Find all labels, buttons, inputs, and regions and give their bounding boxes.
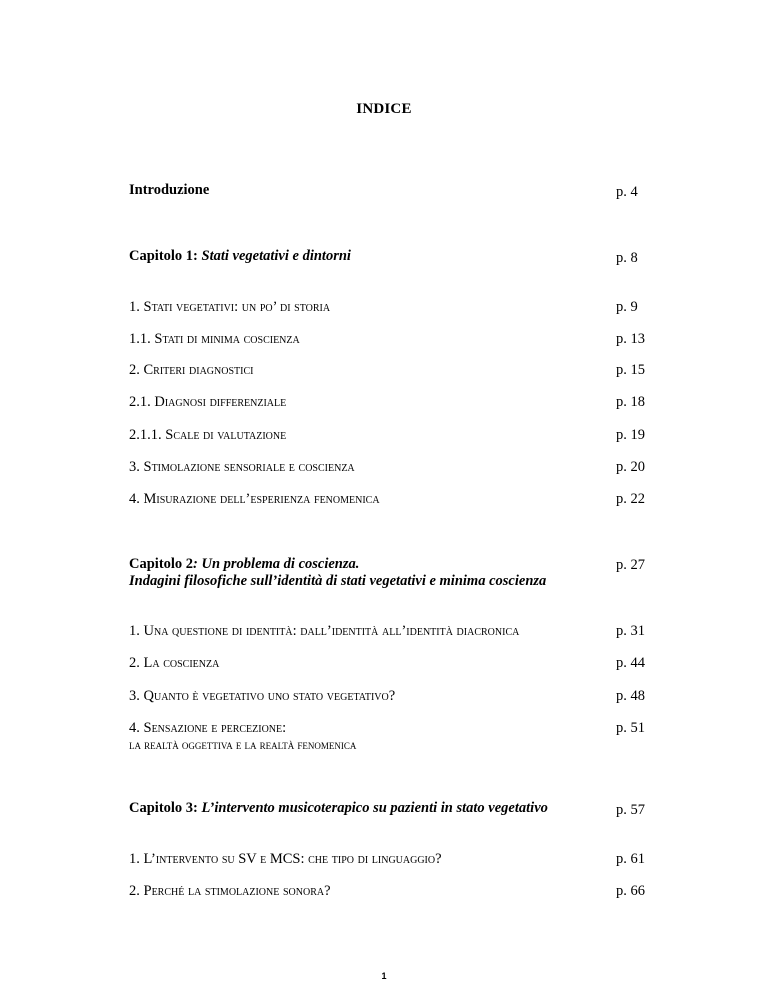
toc-item: 3. Stimolazione sensoriale e coscienza [129,459,355,475]
chapter-2-prefix: Capitolo 2 [129,556,194,572]
toc-item: 1.1. Stati di minima coscienza [129,331,300,347]
toc-item-page: p. 15 [616,362,645,378]
toc-item: 2. Criteri diagnostici [129,362,254,378]
toc-item: 1. L’intervento su SV e MCS: che tipo di linguaggio? [129,851,442,867]
toc-item-subline: la realtà oggettiva e la realtà fenomenica [129,738,357,752]
page-title: INDICE [356,101,412,117]
toc-item-page: p. 18 [616,394,645,410]
toc-item-page: p. 20 [616,459,645,475]
toc-item-page: p. 48 [616,688,645,704]
chapter-2-title-line2: Indagini filosofiche sull’identità di stati vegetativi e minima coscienza [129,573,547,589]
toc-item-page: p. 9 [616,299,638,315]
toc-item: 4. Sensazione e percezione: [129,720,287,736]
toc-item: 2.1. Diagnosi differenziale [129,394,287,410]
chapter-2-title-line1: : Un problema di coscienza. [193,556,360,572]
toc-intro-page: p. 4 [616,184,638,200]
chapter-3-prefix: Capitolo 3: [129,800,198,816]
toc-item: 2.1.1. Scale di valutazione [129,427,287,443]
toc-item: 2. Perché la stimolazione sonora? [129,883,331,899]
toc-chapter-1 [129,248,351,265]
toc-chapter-2-subtitle [129,573,546,590]
toc-item-page: p. 66 [616,883,645,899]
toc-chapter-3 [129,800,548,817]
toc-item-page: p. 22 [616,491,645,507]
toc-item: 4. Misurazione dell’esperienza fenomenica [129,491,380,507]
toc-item-page: p. 51 [616,720,645,736]
toc-chapter-2-page: p. 27 [616,557,645,573]
toc-item: 1. Stati vegetativi: un po’ di storia [129,299,331,315]
toc-item: 1. Una questione di identità: dall’identità all’identità diacronica [129,623,520,639]
chapter-1-prefix: Capitolo 1: [129,248,198,264]
toc-item-page: p. 61 [616,851,645,867]
chapter-1-title: Stati vegetativi e dintorni [201,248,351,264]
toc-intro: Introduzione [129,182,210,198]
chapter-3-title: L’intervento musicoterapico su pazienti in stato vegetativo [201,800,548,816]
toc-item: 2. La coscienza [129,655,220,671]
toc-item-page: p. 44 [616,655,645,671]
toc-chapter-3-page: p. 57 [616,802,645,818]
toc-item-page: p. 31 [616,623,645,639]
toc-item-page: p. 19 [616,427,645,443]
toc-chapter-1-page: p. 8 [616,250,638,266]
toc-chapter-2 [129,556,359,573]
toc-item: 3. Quanto è vegetativo uno stato vegetativo? [129,688,396,704]
page-number: 1 [381,971,387,981]
toc-item-page: p. 13 [616,331,645,347]
